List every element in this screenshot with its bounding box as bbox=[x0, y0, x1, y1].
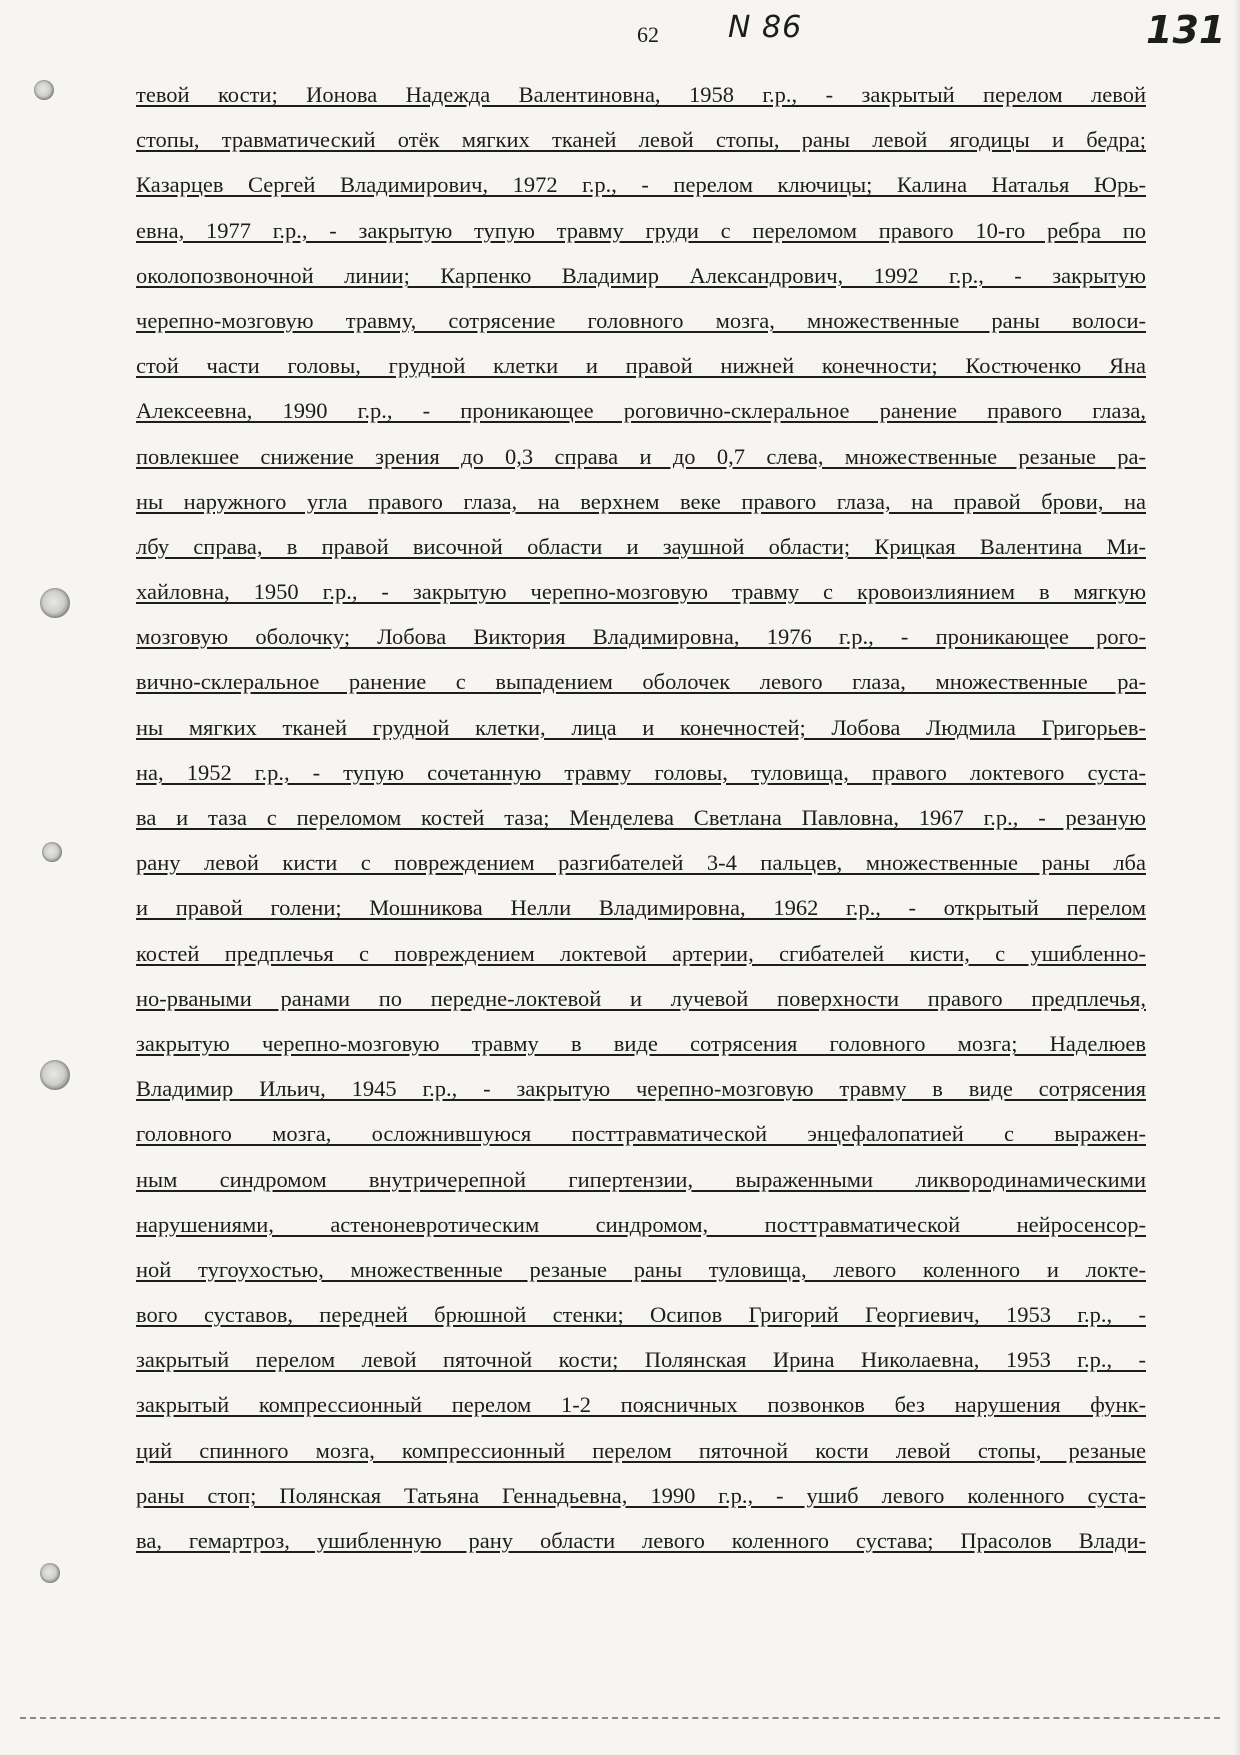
text-line: Казарцев Сергей Владимирович, 1972 г.р., - перелом ключицы; Калина Наталья Юрь- bbox=[136, 172, 1146, 198]
text-line: мозговую оболочку; Лобова Виктория Владимировна, 1976 г.р., - проникающее рого- bbox=[136, 624, 1146, 650]
text-line: евна, 1977 г.р., - закрытую тупую травму груди с переломом правого 10-го ребра по bbox=[136, 217, 1146, 243]
text-line: ва и таза с переломом костей таза; Менделева Светлана Павловна, 1967 г.р., - резаную bbox=[136, 805, 1146, 830]
punch-hole bbox=[34, 80, 54, 100]
text-line: черепно-мозговую травму, сотрясение головного мозга, множественные раны волоси- bbox=[136, 307, 1146, 333]
text-line: ным синдромом внутричерепной гипертензии, выраженными ликвородинамическими bbox=[136, 1166, 1146, 1192]
text-line: но-рваными ранами по передне-локтевой и лучевой поверхности правого предплечья, bbox=[136, 985, 1146, 1011]
text-line: закрытый перелом левой пяточной кости; Полянская Ирина Николаевна, 1953 г.р., - bbox=[136, 1347, 1146, 1373]
punch-hole bbox=[40, 588, 70, 618]
text-line: околопозвоночной линии; Карпенко Владимир Александрович, 1992 г.р., - закрытую bbox=[136, 262, 1146, 288]
text-line: тевой кости; Ионова Надежда Валентиновна, 1958 г.р., - закрытый перелом левой bbox=[136, 82, 1146, 107]
text-line: раны стоп; Полянская Татьяна Геннадьевна, 1990 г.р., - ушиб левого коленного суста- bbox=[136, 1482, 1146, 1508]
text-line: ны наружного угла правого глаза, на верхнем веке правого глаза, на правой брови, на bbox=[136, 488, 1146, 514]
punch-hole bbox=[40, 1563, 60, 1583]
text-line: повлекшее снижение зрения до 0,3 справа и до 0,7 слева, множественные резаные ра- bbox=[136, 443, 1146, 469]
text-line: лбу справа, в правой височной области и заушной области; Крицкая Валентина Ми- bbox=[136, 533, 1146, 559]
handwritten-sheet-number: 131 bbox=[1146, 8, 1226, 52]
punch-hole bbox=[42, 842, 62, 862]
text-line: Владимир Ильич, 1945 г.р., - закрытую черепно-мозговую травму в виде сотрясения bbox=[136, 1076, 1146, 1102]
text-line: на, 1952 г.р., - тупую сочетанную травму головы, туловища, правого локтевого суста- bbox=[136, 759, 1146, 785]
handwritten-reference-number: N 86 bbox=[728, 10, 803, 45]
text-line: хайловна, 1950 г.р., - закрытую черепно-мозговую травму с кровоизлиянием в мягкую bbox=[136, 579, 1146, 605]
text-line: вого суставов, передней брюшной стенки; Осипов Григорий Георгиевич, 1953 г.р., - bbox=[136, 1302, 1146, 1328]
text-line: стопы, травматический отёк мягких тканей левой стопы, раны левой ягодицы и бедра; bbox=[136, 127, 1146, 153]
text-line: ны мягких тканей грудной клетки, лица и конечностей; Лобова Людмила Григорьев- bbox=[136, 714, 1146, 740]
text-line: закрытый компрессионный перелом 1-2 поясничных позвонков без нарушения функ- bbox=[136, 1392, 1146, 1418]
text-line: ной тугоухостью, множественные резаные раны туловища, левого коленного и локте- bbox=[136, 1256, 1146, 1282]
text-line: закрытую черепно-мозговую травму в виде сотрясения головного мозга; Наделюев bbox=[136, 1030, 1146, 1056]
text-line: ций спинного мозга, компрессионный перелом пяточной кости левой стопы, резаные bbox=[136, 1437, 1146, 1463]
text-line: вично-склеральное ранение с выпадением оболочек левого глаза, множественные ра- bbox=[136, 669, 1146, 695]
text-line: ва, гемартроз, ушибленную рану области левого коленного сустава; Прасолов Влади- bbox=[136, 1528, 1146, 1553]
document-body-text bbox=[136, 80, 1146, 1571]
page-edge-shadow bbox=[1234, 0, 1240, 1755]
text-line: костей предплечья с повреждением локтевой артерии, сгибателей кисти, с ушибленно- bbox=[136, 940, 1146, 966]
text-line: рану левой кисти с повреждением разгибателей 3-4 пальцев, множественные раны лба bbox=[136, 850, 1146, 876]
text-line: стой части головы, грудной клетки и правой нижней конечности; Костюченко Яна bbox=[136, 353, 1146, 379]
text-line: Алексеевна, 1990 г.р., - проникающее роговично-склеральное ранение правого глаза, bbox=[136, 398, 1146, 424]
punch-hole bbox=[40, 1060, 70, 1090]
text-line: головного мозга, осложнившуюся посттравматической энцефалопатией с выражен- bbox=[136, 1121, 1146, 1147]
text-line: и правой голени; Мошникова Нелли Владимировна, 1962 г.р., - открытый перелом bbox=[136, 895, 1146, 921]
page-number: 62 bbox=[637, 22, 659, 47]
text-line: нарушениями, астеноневротическим синдромом, посттравматической нейросенсор- bbox=[136, 1211, 1146, 1237]
bottom-scan-line bbox=[20, 1717, 1220, 1719]
